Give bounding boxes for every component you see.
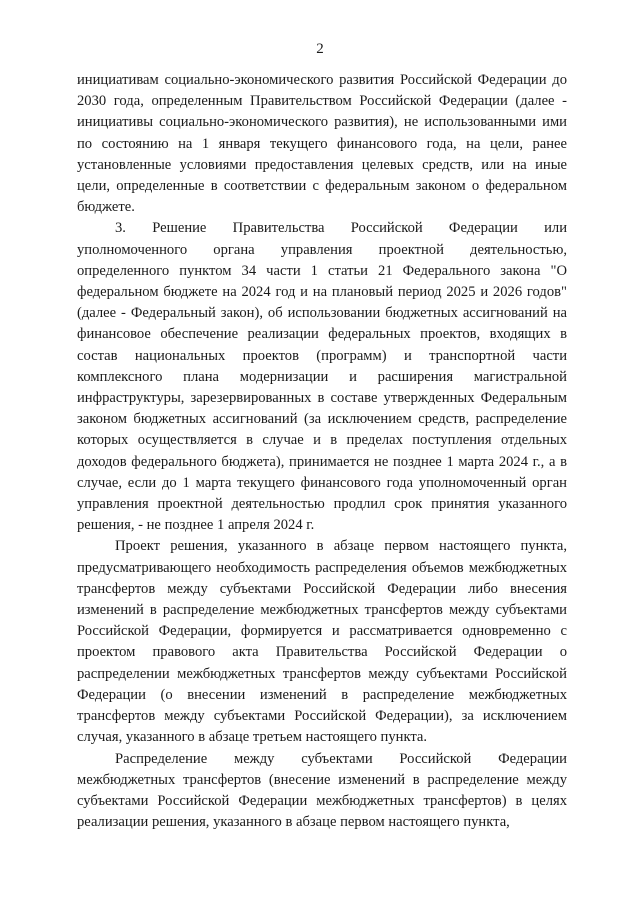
paragraph-item-3: 3. Решение Правительства Российской Федерации или уполномоченного органа управления проектной деятельностью, определенного пунктом 34 части 1 статьи 21 Федерального закона "О федеральном бюджете на 2024 год и на плановый период 2025 и 2026 годов" (далее - Федеральный закон), об использовании бюджетных ассигнований на финансовое обеспечение реализации федеральных проектов, входящих в состав национальных проектов (программ) и транспортной части комплексного плана модернизации и расширения магистральной инфраструктуры, зарезервированных в составе утвержденных Федеральным законом бюджетных ассигнований (за исключением средств, распределение которых осуществляется в случае и в пределах поступления отдельных доходов федерального бюджета), принимается не позднее 1 марта 2024 г., а в случае, если до 1 марта текущего финансового года уполномоченный орган управления проектной деятельностью продлил срок принятия указанного решения, - не позднее 1 апреля 2024 г. bbox=[77, 220, 567, 534]
paragraph-distribution: Распределение между субъектами Российской Федерации межбюджетных трансфертов (внесение изменений в распределение между субъектами Российской Федерации межбюджетных трансфертов) в целях реализации решения, указанного в абзаце первом настоящего пункта, bbox=[77, 750, 567, 831]
document-body bbox=[77, 70, 567, 833]
paragraph-draft-decision: Проект решения, указанного в абзаце первом настоящего пункта, предусматривающего необходимость распределения объемов межбюджетных трансфертов между субъектами Российской Федерации либо внесения изменений в распределение межбюджетных трансфертов между субъектами Российской Федерации, формируется и рассматривается одновременно с проектом правового акта Правительства Российской Федерации о распределении межбюджетных трансфертов между субъектами Российской Федерации (о внесении изменений в распределение межбюджетных трансфертов между субъектами Российской Федерации), за исключением случая, указанного в абзаце третьем настоящего пункта. bbox=[77, 538, 567, 746]
page-number: 2 bbox=[316, 41, 324, 57]
paragraph-continuation: инициативам социально-экономического развития Российской Федерации до 2030 года, определенным Правительством Российской Федерации (далее - инициативы социально-экономического развития), не использованными ими по состоянию на 1 января текущего финансового года, на цели, ранее установленные условиями предоставления целевых средств, или на иные цели, определенные в соответствии с федеральным законом о федеральном бюджете. bbox=[77, 72, 567, 216]
